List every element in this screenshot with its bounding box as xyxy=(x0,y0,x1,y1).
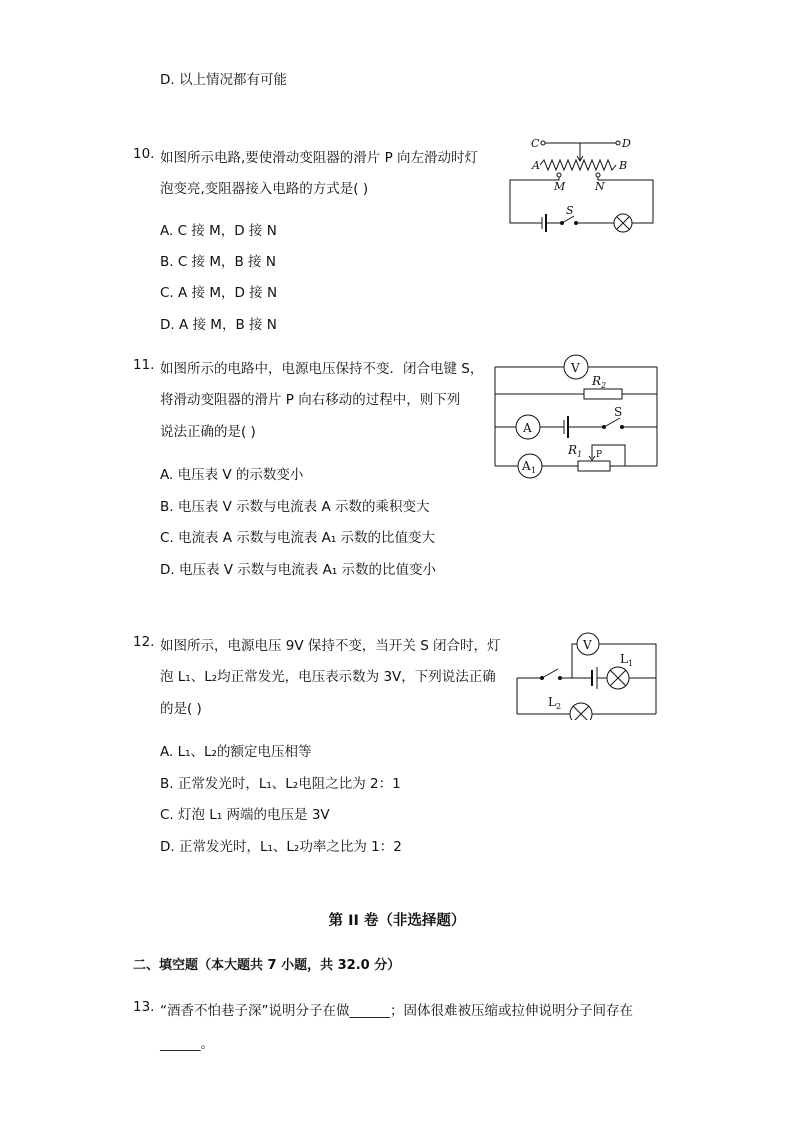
q12-label-l2: L xyxy=(548,695,556,709)
q10-circuit-diagram xyxy=(500,130,665,240)
q11-stem-line1: 如图所示的电路中，电源电压保持不变．闭合电键 S， xyxy=(160,361,484,377)
q10-label-m: M xyxy=(554,180,566,193)
part-heading: 二、填空题（本大题共 7 小题，共 32.0 分） xyxy=(133,958,401,973)
q11-voltmeter-v: V xyxy=(571,361,580,375)
q11-ammeter-a1: A xyxy=(522,459,531,473)
q12-voltmeter-v: V xyxy=(583,638,592,652)
q10-option-a: A. C 接 M，D 接 N xyxy=(160,223,277,239)
q12-stem-line3: 的是( ) xyxy=(160,701,202,717)
q10-stem-line1: 如图所示电路,要使滑动变阻器的滑片 P 向左滑动时灯 xyxy=(160,150,479,166)
q12-number: 12. xyxy=(133,634,155,650)
q10-option-d: D. A 接 M，B 接 N xyxy=(160,317,277,333)
q11-option-c: C. 电流表 A 示数与电流表 A₁ 示数的比值变大 xyxy=(160,530,436,546)
q10-label-s: S xyxy=(566,204,574,217)
q10-number: 10. xyxy=(133,146,155,162)
q11-label-r1-sub: 1 xyxy=(577,450,583,459)
q11-label-r1: R xyxy=(568,443,578,457)
q11-label-r2: R xyxy=(592,374,602,388)
q13-stem-line1: “酒香不怕巷子深”说明分子在做______；固体很难被压缩或拉伸说明分子间存在 xyxy=(160,1003,633,1019)
q12-option-d: D. 正常发光时，L₁、L₂功率之比为 1：2 xyxy=(160,839,402,855)
q10-label-d: D xyxy=(622,137,631,150)
q12-stem-line2: 泡 L₁、L₂均正常发光，电压表示数为 3V，下列说法正确 xyxy=(160,669,496,685)
q10-option-c: C. A 接 M，D 接 N xyxy=(160,285,278,301)
section-title: 第 II 卷（非选择题） xyxy=(328,913,466,929)
q10-label-c: C xyxy=(531,137,540,150)
q11-option-a: A. 电压表 V 的示数变小 xyxy=(160,467,304,483)
q13-number: 13. xyxy=(133,999,155,1015)
q11-number: 11. xyxy=(133,357,155,373)
q11-option-d: D. 电压表 V 示数与电流表 A₁ 示数的比值变小 xyxy=(160,562,437,578)
q12-stem-line1: 如图所示，电源电压 9V 保持不变，当开关 S 闭合时，灯 xyxy=(160,638,501,654)
q11-option-b: B. 电压表 V 示数与电流表 A 示数的乘积变大 xyxy=(160,499,430,515)
q12-label-l1-sub: 1 xyxy=(628,659,634,668)
q11-label-r2-sub: 2 xyxy=(601,381,607,390)
q10-label-a: A xyxy=(532,159,540,172)
q12-option-b: B. 正常发光时，L₁、L₂电阻之比为 2：1 xyxy=(160,776,401,792)
q10-label-b: B xyxy=(619,159,628,172)
q12-label-l2-sub: 2 xyxy=(556,702,562,711)
prev-question-option-d: D. 以上情况都有可能 xyxy=(160,72,287,88)
q11-ammeter-a1-sub: 1 xyxy=(531,466,537,475)
q11-stem-line3: 说法正确的是( ) xyxy=(160,424,256,440)
q12-circuit-diagram xyxy=(512,628,662,720)
q11-label-p: P xyxy=(596,450,603,460)
q12-option-a: A. L₁、L₂的额定电压相等 xyxy=(160,744,312,760)
q13-stem-line2: ______。 xyxy=(160,1036,214,1052)
q10-option-b: B. C 接 M，B 接 N xyxy=(160,254,276,270)
q11-ammeter-a: A xyxy=(523,421,532,435)
q11-stem-line2: 将滑动变阻器的滑片 P 向右移动的过程中，则下列 xyxy=(160,392,461,408)
q12-label-l1: L xyxy=(620,652,628,666)
q10-label-n: N xyxy=(595,180,605,193)
q10-stem-line2: 泡变亮,变阻器接入电路的方式是( ) xyxy=(160,181,369,197)
q12-option-c: C. 灯泡 L₁ 两端的电压是 3V xyxy=(160,807,330,823)
q11-circuit-diagram xyxy=(492,352,662,480)
q11-label-s: S xyxy=(614,405,623,419)
